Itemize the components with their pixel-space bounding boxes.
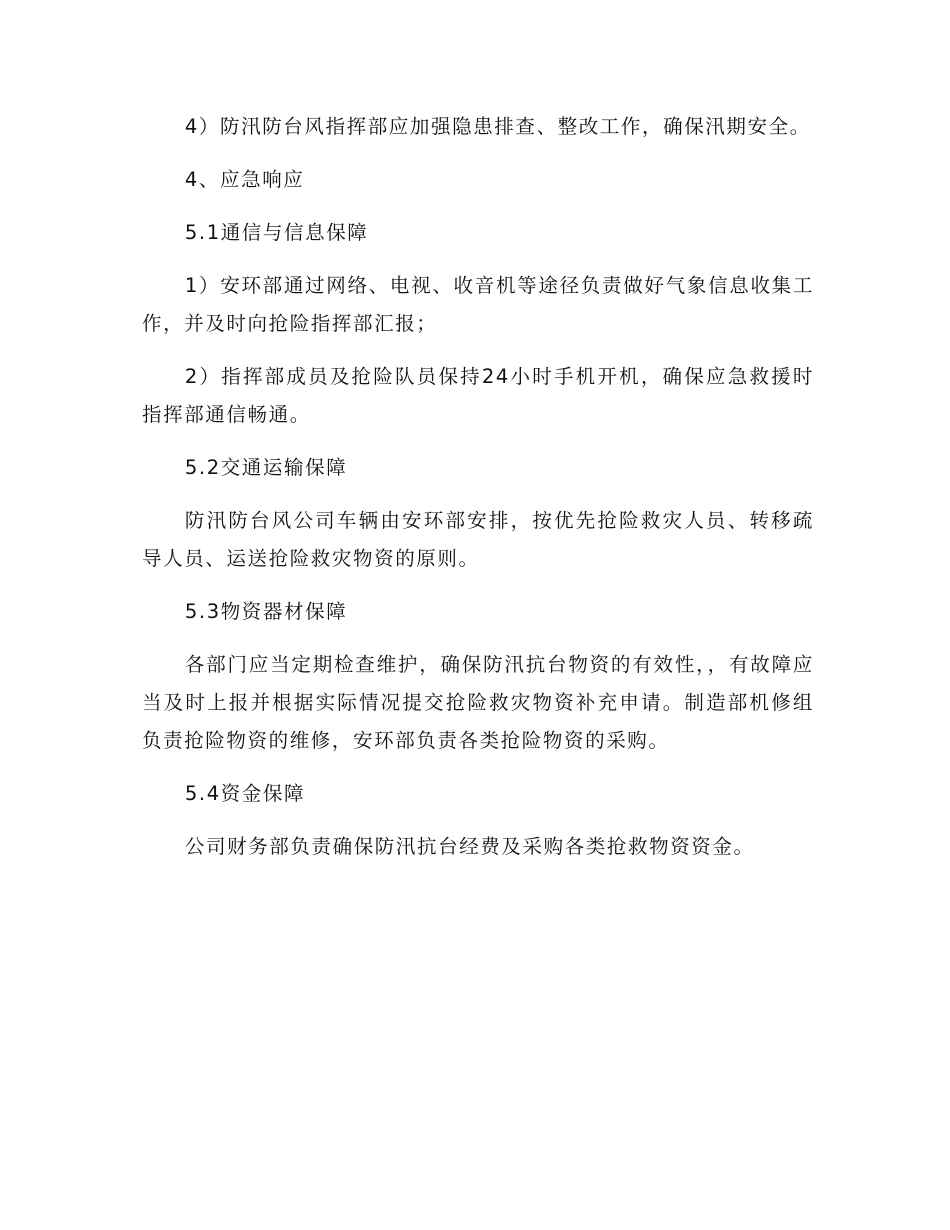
document-body — [142, 108, 814, 881]
section-heading-materials: 5.3物资器材保障 — [184, 600, 348, 623]
paragraph-flood-hazard-check: 4）防汛防台风指挥部应加强隐患排查、整改工作，确保汛期安全。 — [184, 115, 811, 138]
paragraph-materials-maintenance: 各部门应当定期检查维护，确保防汛抗台物资的有效性，，有故障应当及时上报并根据实际情况提交抢险救灾物资补充申请。制造部机修组负责抢险物资的维修，安环部负责各类抢险物资的采购。 — [142, 653, 814, 752]
section-heading-communication: 5.1通信与信息保障 — [184, 221, 369, 244]
section-heading-transport: 5.2交通运输保障 — [184, 456, 348, 479]
paragraph-finance: 公司财务部负责确保防汛抗台经费及采购各类抢救物资资金。 — [184, 835, 755, 858]
section-heading-funding: 5.4资金保障 — [184, 782, 306, 805]
paragraph-phone-on: 2）指挥部成员及抢险队员保持24小时手机开机，确保应急救援时指挥部通信畅通。 — [142, 365, 814, 426]
section-heading-emergency-response: 4、应急响应 — [184, 168, 305, 191]
paragraph-vehicles: 防汛防台风公司车辆由安环部安排，按优先抢险救灾人员、转移疏导人员、运送抢险救灾物资的原则。 — [142, 509, 814, 570]
paragraph-weather-info: 1）安环部通过网络、电视、收音机等途径负责做好气象信息收集工作，并及时向抢险指挥部汇报； — [142, 274, 814, 335]
